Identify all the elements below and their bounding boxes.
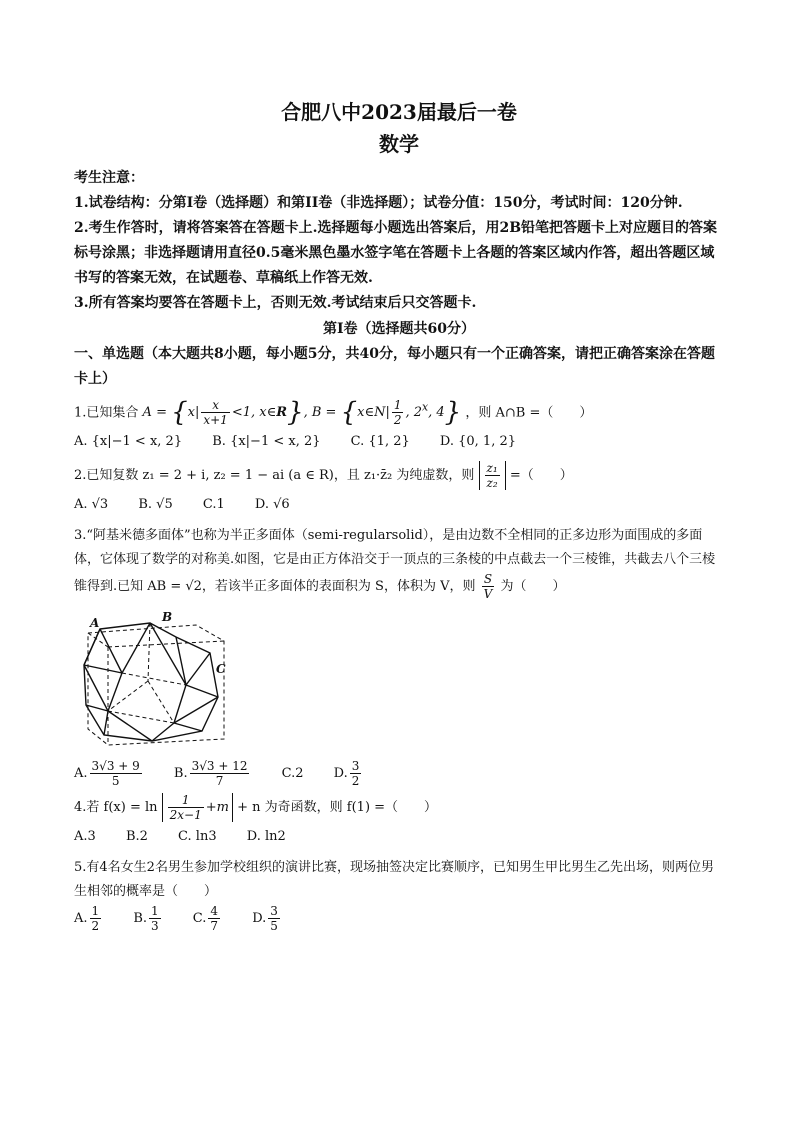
q3-option-d[interactable] <box>333 759 364 789</box>
polyhedron-figure <box>78 611 228 751</box>
q3-options <box>74 759 724 789</box>
q1-prefix: 1.已知集合 <box>74 405 139 421</box>
q5-option-b-label: B. <box>133 911 147 927</box>
q5-option-c-den: 7 <box>210 919 219 934</box>
q3-option-b[interactable] <box>173 759 252 789</box>
question-5 <box>74 856 724 904</box>
q2-option-a[interactable]: A. √3 <box>74 497 109 513</box>
q4-option-d[interactable]: D. ln2 <box>246 829 286 845</box>
question-1 <box>74 396 724 427</box>
q3-option-d-num: 3 <box>351 759 360 774</box>
q2-text: 2.已知复数 z₁ = 2 + i, z₂ = 1 − ai (a ∈ R)，且 z₁·z̄₂ 为纯虚数，则 <box>74 468 475 484</box>
q1-set-a: A = {x| $\frac{x}{x+1}$ <1, x∈R}, B = {x∈N| $\frac{1}{2}$ , 2$^x$, 4} <box>142 397 462 428</box>
q3-option-d-den: 2 <box>351 774 360 789</box>
q1-option-c[interactable]: C. {1, 2} <box>350 434 410 450</box>
section-intro: 一、单选题（本大题共8小题，每小题5分，共40分，每小题只有一个正确答案，请把正确答案涂在答题卡上） <box>74 346 715 387</box>
q5-option-a-num: 1 <box>91 904 100 919</box>
q4-option-a[interactable]: A.3 <box>74 829 96 845</box>
q4-options <box>74 822 724 852</box>
q1-option-d[interactable]: D. {0, 1, 2} <box>439 434 517 450</box>
q5-option-b-den: 3 <box>151 919 159 934</box>
section-title: 第Ⅰ卷（选择题共60分） <box>322 321 476 337</box>
q4-prefix: 4.若 f(x) = ln <box>74 800 158 816</box>
exam-title: 合肥八中2023届最后一卷 <box>281 100 517 124</box>
q2-options <box>74 490 724 520</box>
q3-text: 3.“阿基米德多面体”也称为半正多面体（semi-regularsolid），是由边数不全相同的正多边形为面围成的多面体，它体现了数学的对称美.如图，它是由正方体沿交于一顶点的三条棱的中点截去一个三棱锥，共截去八个三棱锥得到.已知 AB = √2，若该半正多面体的表面积为 S，体积为 V，则 <box>74 528 716 595</box>
q3-option-b-label: B. <box>173 766 188 782</box>
q4-option-b[interactable]: B.2 <box>125 829 148 845</box>
q5-option-d-den: 5 <box>270 919 278 934</box>
notice-item-3: 3.所有答案均要答在答题卡上，否则无效.考试结束后只交答题卡. <box>74 295 477 311</box>
q3-option-a-label: A. <box>74 766 88 782</box>
figure-label-b: B <box>162 611 173 625</box>
q5-option-d-label: D. <box>252 911 267 927</box>
q5-options <box>74 904 724 934</box>
q4-suffix: + n 为奇函数，则 f(1) =（ ） <box>237 800 438 816</box>
q1-options <box>74 427 724 457</box>
exam-subject: 数学 <box>379 132 419 156</box>
q5-option-c-label: C. <box>192 911 207 927</box>
q3-option-a[interactable] <box>74 759 144 789</box>
q1-option-a[interactable]: A. {x|−1 < x, 2} <box>74 434 183 450</box>
notice-heading: 考生注意： <box>74 170 144 186</box>
question-2 <box>74 461 724 490</box>
q2-option-d[interactable]: D. √6 <box>254 497 290 513</box>
q3-option-b-den: 7 <box>215 774 224 789</box>
q5-option-d-num: 3 <box>270 904 278 919</box>
q1-option-b[interactable]: B. {x|−1 < x, 2} <box>212 434 321 450</box>
notice-item-1: 1.试卷结构：分第Ⅰ卷（选择题）和第ⅠⅠ卷（非选择题）；试卷分值：150分，考试时间：120分钟. <box>74 195 683 211</box>
q3-option-a-den: 5 <box>111 774 120 789</box>
q5-option-c[interactable] <box>192 904 222 934</box>
question-4 <box>74 793 724 822</box>
q5-option-b-num: 1 <box>151 904 159 919</box>
question-3 <box>74 524 724 601</box>
q3-tail: 为（ ） <box>500 579 566 595</box>
q5-option-a-label: A. <box>74 911 88 927</box>
q2-abs-ratio: $\frac{\text{z₁}}{\text{z₂}}$ <box>479 461 506 490</box>
q5-option-a[interactable] <box>74 904 103 934</box>
figure-label-a: A <box>90 616 100 631</box>
q5-option-d[interactable] <box>252 904 282 934</box>
q4-abs-expr: $\frac{1}{2x-1}$ +m <box>162 793 233 822</box>
q1-suffix: ，则 A∩B =（ ） <box>465 405 593 421</box>
q2-option-b[interactable]: B. √5 <box>138 497 173 513</box>
q2-option-c[interactable]: C.1 <box>202 497 225 513</box>
exam-page <box>74 98 724 934</box>
q5-text: 5.有4名女生2名男生参加学校组织的演讲比赛，现场抽签决定比赛顺序，已知男生甲比男生乙先出场，则两位男生相邻的概率是（ ） <box>74 860 714 900</box>
q2-tail: =（ ） <box>509 468 573 484</box>
q3-option-b-num: 3√3 + 12 <box>191 759 248 774</box>
q3-option-a-num: 3√3 + 9 <box>91 759 140 774</box>
q4-option-c[interactable]: C. ln3 <box>178 829 217 845</box>
q5-option-c-num: 4 <box>210 904 219 919</box>
q3-ratio: $\frac{S}{V}$ <box>483 572 493 602</box>
q3-option-c[interactable]: C.2 <box>281 766 304 782</box>
notice-item-2: 2.考生作答时，请将答案答在答题卡上.选择题每小题选出答案后，用2B铅笔把答题卡上对应题目的答案标号涂黑；非选择题请用直径0.5毫米黑色墨水签字笔在答题卡上各题的答案区域内作答，超出答题区域书写的答案无效，在试题卷、草稿纸上作答无效. <box>74 220 718 286</box>
q3-option-d-label: D. <box>333 766 348 782</box>
q5-option-a-den: 2 <box>91 919 100 934</box>
figure-label-c: C <box>216 662 226 677</box>
q5-option-b[interactable] <box>133 904 162 934</box>
